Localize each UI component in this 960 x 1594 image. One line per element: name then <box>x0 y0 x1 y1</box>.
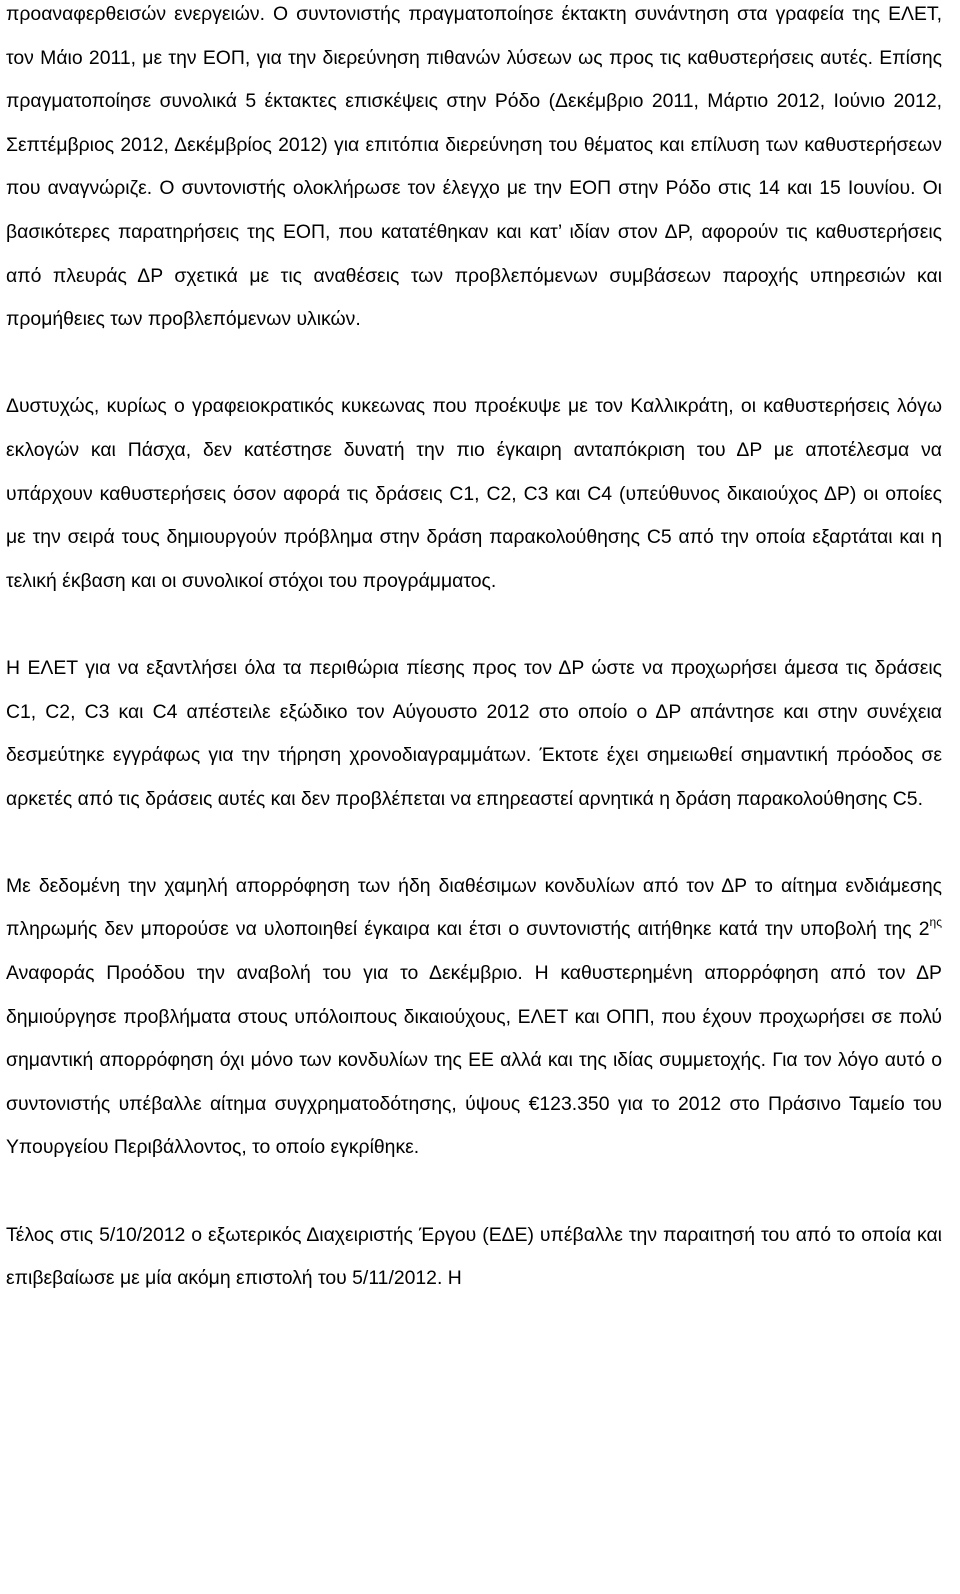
paragraph-bureaucracy-delays: Δυστυχώς, κυρίως ο γραφειοκρατικός κυκεωνας που προέκυψε με τον Καλλικράτη, οι καθυστερήσεις λόγω εκλογών και Πάσχα, δεν κατέστησε δυνατή την πιο έγκαιρη ανταπόκριση του ΔΡ με αποτέλεσμα να υπάρχουν καθυστερήσεις όσον αφορά τις δράσεις C1, C2, C3 και C4 (υπεύθυνος δικαιούχος ΔΡ) οι οποίες με την σειρά τους δημιουργούν πρόβλημα στην δράση παρακολούθησης C5 από την οποία εξαρτάται και η τελική έκβαση και οι συνολικοί στόχοι του προγράμματος. <box>6 395 942 592</box>
paragraph-spacer <box>6 603 942 647</box>
paragraph-text-after: Αναφοράς Προόδου την αναβολή του για το Δεκέμβριο. Η καθυστερημένη απορρόφηση από τον ΔΡ δημιούργησε προβλήματα στους υπόλοιπους δικαιούχους, ΕΛΕΤ και ΟΠΠ, που έχουν προχωρήσει σε πολύ σημαντική απορρόφηση όχι μόνο των κονδυλίων της ΕΕ αλλά και της ιδίας συμμετοχής. Για τον λόγο αυτό ο συντονιστής υπέβαλλε αίτημα συγχρηματοδότησης, ύψους €123.350 για το 2012 στο Πράσινο Ταμείο του Υπουργείου Περιβάλλοντος, το οποίο εγκρίθηκε. <box>6 962 942 1159</box>
ordinal-superscript: ης <box>929 915 942 929</box>
paragraph-external-manager: Τέλος στις 5/10/2012 ο εξωτερικός Διαχειριστής Έργου (ΕΔΕ) υπέβαλλε την παραιτησή του από το οποία και επιβεβαίωσε με μία ακόμη επιστολή του 5/11/2012. Η <box>6 1223 942 1290</box>
paragraph-spacer <box>6 342 942 386</box>
document-page <box>6 0 942 1301</box>
paragraph-spacer <box>6 1170 942 1214</box>
paragraph-cofinancing-request <box>6 865 942 1170</box>
paragraph-previous-actions: προαναφερθεισών ενεργειών. Ο συντονιστής πραγματοποίησε έκτακτη συνάντηση στα γραφεία της ΕΛΕΤ, τον Μάιο 2011, με την ΕΟΠ, για την διερεύνηση πιθανών λύσεων ως προς τις καθυστερήσεις αυτές. Επίσης πραγματοποίησε συνολικά 5 έκτακτες επισκέψεις στην Ρόδο (Δεκέμβριο 2011, Μάρτιο 2012, Ιούνιο 2012, Σεπτέμβριος 2012, Δεκέμβρίος 2012) για επιτόπια διερεύνηση του θέματος και επίλυση των καθυστερήσεων που αναγνώριζε. Ο συντονιστής ολοκλήρωσε τον έλεγχο με την ΕΟΠ στην Ρόδο στις 14 και 15 Ιουνίου. Οι βασικότερες παρατηρήσεις της ΕΟΠ, που κατατέθηκαν και κατ’ ιδίαν στον ΔΡ, αφορούν τις καθυστερήσεις από πλευράς ΔΡ σχετικά με τις αναθέσεις των προβλεπόμενων συμβάσεων παροχής υπηρεσιών και προμήθειες των προβλεπόμενων υλικών. <box>6 3 942 331</box>
paragraph-text-before: Με δεδομένη την χαμηλή απορρόφηση των ήδη διαθέσιμων κονδυλίων από τον ΔΡ το αίτημα ενδιάμεσης πληρωμής δεν μπορούσε να υλοποιηθεί έγκαιρα και έτσι ο συντονιστής αιτήθηκε κατά την υποβολή της 2 <box>6 874 942 941</box>
paragraph-extrajudicial-notice: Η ΕΛΕΤ για να εξαντλήσει όλα τα περιθώρια πίεσης προς τον ΔΡ ώστε να προχωρήσει άμεσα τις δράσεις C1, C2, C3 και C4 απέστειλε εξώδικο τον Αύγουστο 2012 στο οποίο ο ΔΡ απάντησε και στην συνέχεια δεσμεύτηκε εγγράφως για την τήρηση χρονοδιαγραμμάτων. Έκτοτε έχει σημειωθεί σημαντική πρόοδος σε αρκετές από τις δράσεις αυτές και δεν προβλέπεται να επηρεαστεί αρνητικά η δράση παρακολούθησης C5. <box>6 656 942 810</box>
paragraph-spacer <box>6 821 942 865</box>
